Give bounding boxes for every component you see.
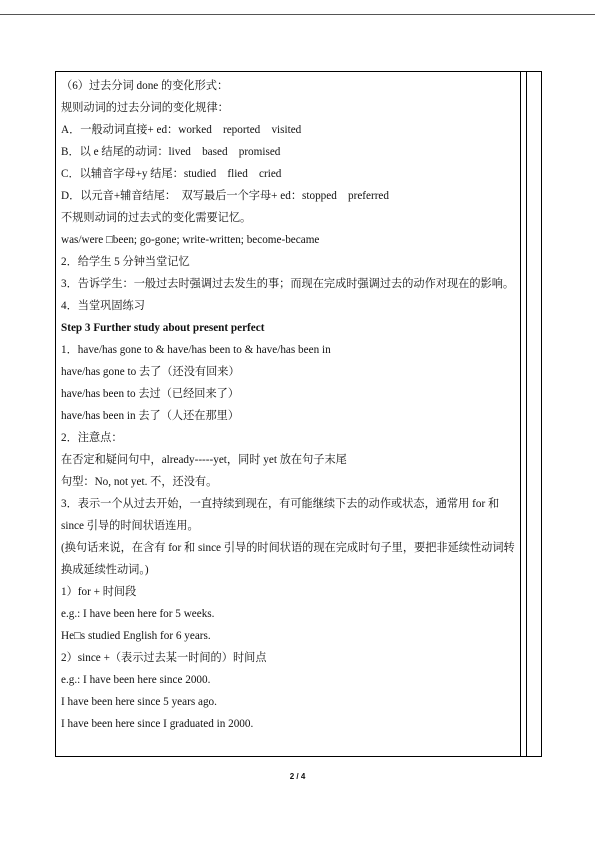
example-line: I have been here since I graduated in 2000. xyxy=(61,718,254,730)
text-line: have/has been to 去过（已经回来了） xyxy=(61,388,240,400)
text-line: 1．have/has gone to & have/has been to & have/has been in xyxy=(61,344,331,356)
example-line: He□s studied English for 6 years. xyxy=(61,630,211,642)
text-line: 2．给学生 5 分钟当堂记忆 xyxy=(61,256,190,268)
text-line: 2）since +（表示过去某一时间的）时间点 xyxy=(61,652,267,664)
text-paragraph: 3．表示一个从过去开始，一直持续到现在，有可能继续下去的动作或状态，通常用 for 和 since 引导的时间状语连用。 xyxy=(61,498,500,532)
section-heading: Step 3 Further study about present perfect xyxy=(61,322,265,334)
text-line: 不规则动词的过去式的变化需要记忆。 xyxy=(61,212,252,224)
text-line: C．以辅音字母+y 结尾：studied flied cried xyxy=(61,168,282,180)
text-paragraph: (换句话来说，在含有 for 和 since 引导的时间状语的现在完成时句子里，要把非延续性动词转换成延续性动词。) xyxy=(61,542,515,576)
text-line: have/has been in 去了（人还在那里） xyxy=(61,410,240,422)
text-line: 4．当堂巩固练习 xyxy=(61,300,145,312)
example-line: I have been here since 5 years ago. xyxy=(61,696,217,708)
text-line: D．以元音+辅音结尾： 双写最后一个字母+ ed：stopped preferred xyxy=(61,190,389,202)
text-line: 2．注意点： xyxy=(61,432,123,444)
text-line: B．以 e 结尾的动词：lived based promised xyxy=(61,146,281,158)
page-number: 2 / 4 xyxy=(289,772,306,781)
text-line: A．一般动词直接+ ed：worked reported visited xyxy=(61,124,302,136)
text-line: 句型：No, not yet. 不，还没有。 xyxy=(61,476,218,488)
table-column-divider xyxy=(526,72,527,756)
text-line: have/has gone to 去了（还没有回来） xyxy=(61,366,240,378)
text-line: 在否定和疑问句中，already-----yet，同时 yet 放在句子末尾 xyxy=(61,454,347,466)
text-line: 1）for + 时间段 xyxy=(61,586,137,598)
example-line: e.g.: I have been here for 5 weeks. xyxy=(61,608,215,620)
table-column-divider xyxy=(520,72,521,756)
header-rule xyxy=(0,14,595,15)
text-line: （6）过去分词 done 的变化形式： xyxy=(61,80,229,92)
text-paragraph: 3．告诉学生：一般过去时强调过去发生的事；而现在完成时强调过去的动作对现在的影响。 xyxy=(61,278,515,290)
text-line: was/were □been; go-gone; write-written; become-became xyxy=(61,234,320,246)
example-line: e.g.: I have been here since 2000. xyxy=(61,674,211,686)
lesson-content xyxy=(61,75,516,735)
text-line: 规则动词的过去分词的变化规律： xyxy=(61,102,229,114)
